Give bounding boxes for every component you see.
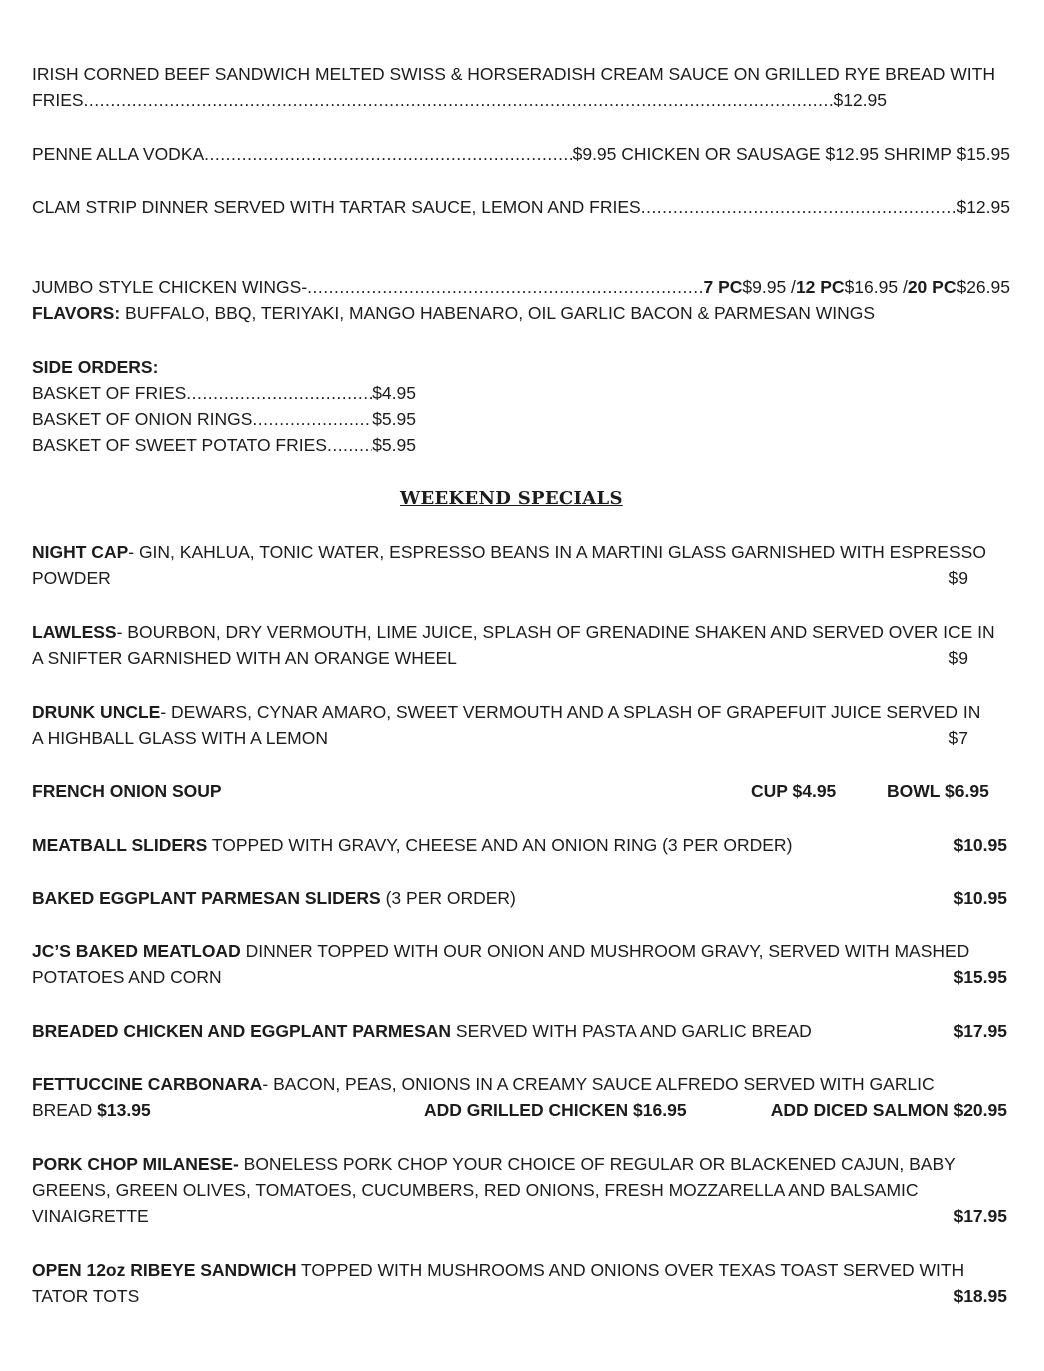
item-description: BONELESS PORK CHOP YOUR CHOICE OF REGULAR OR BLACKENED CAJUN, BABY — [238, 1154, 956, 1174]
item-description: - GIN, KAHLUA, TONIC WATER, ESPRESSO BEANS IN A MARTINI GLASS GARNISHED WITH ESPRESSO — [128, 542, 986, 562]
dot-leader — [307, 274, 703, 300]
item-description: TATOR TOTS — [32, 1286, 140, 1306]
special-lawless — [32, 619, 1010, 671]
item-name: BASKET OF FRIES — [32, 383, 187, 403]
wings-price: $9.95 / — [742, 277, 796, 297]
item-name: BASKET OF ONION RINGS — [32, 409, 253, 429]
item-price: $9 — [948, 648, 968, 668]
item-name: PORK CHOP MILANESE- — [32, 1154, 239, 1174]
item-price: $4.95 — [372, 383, 416, 403]
item-name: PENNE ALLA VODKA — [32, 144, 205, 164]
item-name: MEATBALL SLIDERS — [32, 835, 208, 855]
weekend-specials-heading: WEEKEND SPECIALS — [400, 488, 623, 509]
special-chicken-eggplant-parmesan — [32, 1018, 1010, 1044]
special-ribeye-sandwich — [32, 1257, 1010, 1309]
side-orders-section — [32, 354, 416, 458]
item-price: $7 — [948, 728, 968, 748]
menu-item-clam-strip — [32, 194, 1010, 220]
item-description: GREENS, GREEN OLIVES, TOMATOES, CUCUMBERS, RED ONIONS, FRESH MOZZARELLA AND BALSAMIC — [32, 1180, 919, 1200]
dot-leader — [327, 432, 372, 458]
special-night-cap — [32, 539, 1010, 591]
wings-size-label: 20 PC — [907, 277, 957, 297]
wings-size-label: 7 PC — [703, 277, 743, 297]
item-name: BAKED EGGPLANT PARMESAN SLIDERS — [32, 888, 381, 908]
item-price: $15.95 — [953, 967, 1007, 987]
add-chicken-price: ADD GRILLED CHICKEN $16.95 — [424, 1100, 687, 1120]
item-description: POTATOES AND CORN — [32, 967, 222, 987]
wings-size-label: 12 PC — [795, 277, 845, 297]
item-price: $17.95 — [953, 1206, 1007, 1226]
special-baked-meatload — [32, 938, 1010, 990]
add-salmon-price: ADD DICED SALMON $20.95 — [770, 1100, 1007, 1120]
special-french-onion-soup — [32, 778, 1010, 804]
item-price: $17.95 — [953, 1021, 1007, 1041]
special-fettuccine-carbonara — [32, 1071, 1010, 1123]
item-name: DRUNK UNCLE — [32, 702, 161, 722]
item-name: LAWLESS — [32, 622, 117, 642]
item-price: $5.95 — [372, 435, 416, 455]
item-name: FETTUCCINE CARBONARA — [32, 1074, 263, 1094]
bowl-price: BOWL $6.95 — [887, 781, 989, 801]
cup-price: CUP $4.95 — [751, 781, 837, 801]
menu-item-corned-beef — [32, 61, 1010, 113]
item-price: $18.95 — [953, 1286, 1007, 1306]
item-name: OPEN 12oz RIBEYE SANDWICH — [32, 1260, 297, 1280]
item-price: $9.95 CHICKEN OR SAUSAGE $12.95 SHRIMP $15.95 — [572, 144, 1010, 164]
dot-leader — [641, 194, 957, 220]
item-price: $12.95 — [833, 90, 887, 110]
item-description: DINNER TOPPED WITH OUR ONION AND MUSHROOM GRAVY, SERVED WITH MASHED — [240, 941, 970, 961]
item-price: $13.95 — [97, 1100, 151, 1120]
side-item — [32, 380, 416, 406]
item-price: $5.95 — [372, 409, 416, 429]
item-description: TOPPED WITH MUSHROOMS AND ONIONS OVER TEXAS TOAST SERVED WITH — [296, 1260, 965, 1280]
item-description: IRISH CORNED BEEF SANDWICH MELTED SWISS & HORSERADISH CREAM SAUCE ON GRILLED RYE BREAD WITH — [32, 64, 995, 84]
item-description: - BACON, PEAS, ONIONS IN A CREAMY SAUCE ALFREDO SERVED WITH GARLIC — [262, 1074, 935, 1094]
item-name: JUMBO STYLE CHICKEN WINGS- — [32, 277, 308, 297]
item-description: FRIES — [32, 90, 84, 110]
dot-leader — [84, 87, 834, 113]
dot-leader — [204, 141, 572, 167]
special-eggplant-sliders — [32, 885, 1010, 911]
special-pork-chop-milanese — [32, 1151, 1010, 1229]
item-description: A SNIFTER GARNISHED WITH AN ORANGE WHEEL — [32, 648, 457, 668]
special-drunk-uncle — [32, 699, 1010, 751]
wings-price: $16.95 / — [844, 277, 908, 297]
dot-leader — [252, 406, 372, 432]
item-description: VINAIGRETTE — [32, 1206, 149, 1226]
section-title: SIDE ORDERS: — [32, 357, 159, 377]
wings-price: $26.95 — [956, 277, 1010, 297]
item-price: $10.95 — [953, 835, 1007, 855]
item-name: BREADED CHICKEN AND EGGPLANT PARMESAN — [32, 1021, 452, 1041]
item-description: - BOURBON, DRY VERMOUTH, LIME JUICE, SPLASH OF GRENADINE SHAKEN AND SERVED OVER ICE IN — [116, 622, 995, 642]
item-name: NIGHT CAP — [32, 542, 129, 562]
item-price: $12.95 — [956, 197, 1010, 217]
item-name: CLAM STRIP DINNER SERVED WITH TARTAR SAUCE, LEMON AND FRIES — [32, 197, 641, 217]
item-description: BREAD — [32, 1100, 98, 1120]
item-name: BASKET OF SWEET POTATO FRIES — [32, 435, 327, 455]
menu-item-penne — [32, 141, 1010, 167]
side-item — [32, 406, 416, 432]
item-description: TOPPED WITH GRAVY, CHEESE AND AN ONION RING (3 PER ORDER) — [207, 835, 793, 855]
flavors-label: FLAVORS: — [32, 303, 121, 323]
item-description: POWDER — [32, 568, 111, 588]
item-description: (3 PER ORDER) — [380, 888, 516, 908]
item-name: JC’S BAKED MEATLOAD — [32, 941, 241, 961]
side-item — [32, 432, 416, 458]
item-description: - DEWARS, CYNAR AMARO, SWEET VERMOUTH AND A SPLASH OF GRAPEFUIT JUICE SERVED IN — [160, 702, 981, 722]
item-name: FRENCH ONION SOUP — [32, 781, 222, 801]
item-description: SERVED WITH PASTA AND GARLIC BREAD — [451, 1021, 812, 1041]
item-price: $10.95 — [953, 888, 1007, 908]
flavors-list: BUFFALO, BBQ, TERIYAKI, MANGO HABENARO, OIL GARLIC BACON & PARMESAN WINGS — [120, 303, 876, 323]
item-price: $9 — [948, 568, 968, 588]
dot-leader — [186, 380, 372, 406]
menu-item-chicken-wings — [32, 274, 1010, 326]
special-meatball-sliders — [32, 832, 1010, 858]
item-description: A HIGHBALL GLASS WITH A LEMON — [32, 728, 328, 748]
